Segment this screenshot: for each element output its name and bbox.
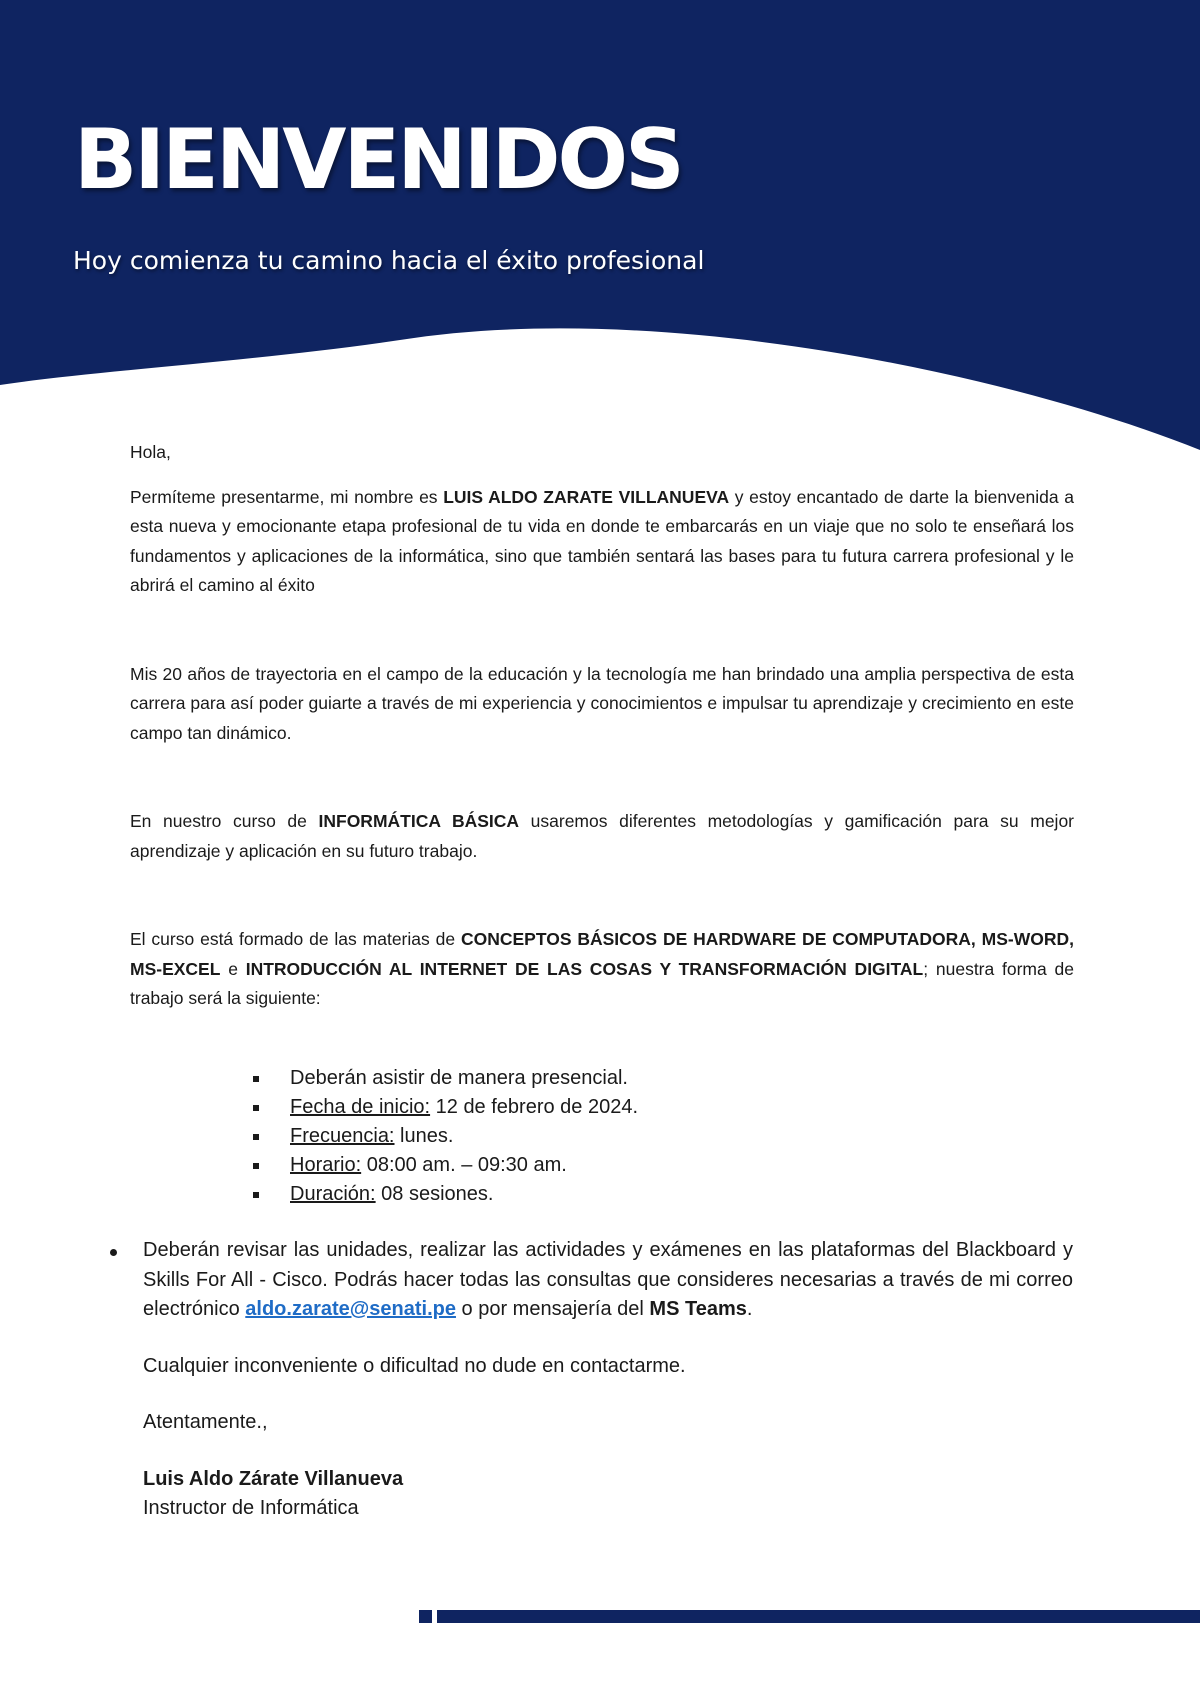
intro-paragraph <box>130 483 1074 601</box>
attendance-text: Deberán asistir de manera presencial. <box>290 1067 628 1089</box>
page-subtitle: Hoy comienza tu camino hacia el éxito profesional <box>73 246 705 275</box>
letter-closing-section <box>143 1236 1073 1524</box>
email-link[interactable]: aldo.zarate@senati.pe <box>245 1298 456 1320</box>
greeting: Hola, <box>130 442 171 462</box>
instructor-name: LUIS ALDO ZARATE VILLANUEVA <box>443 486 730 507</box>
list-item-schedule <box>253 1151 638 1180</box>
footer-square <box>419 1610 432 1623</box>
course-name: INFORMÁTICA BÁSICA <box>318 811 520 831</box>
signature-name: Luis Aldo Zárate Villanueva <box>143 1467 404 1490</box>
subjects-list-2: INTRODUCCIÓN AL INTERNET DE LAS COSAS Y TRANSFORMACIÓN DIGITAL <box>245 958 924 979</box>
start-date-label: Fecha de inicio: <box>290 1096 431 1118</box>
frequency-value: lunes. <box>394 1125 454 1147</box>
duration-label: Duración: <box>290 1183 376 1205</box>
closing-line: Atentamente., <box>143 1411 268 1433</box>
start-date-value: 12 de febrero de 2024. <box>430 1096 639 1118</box>
platforms-text-cont: o por mensajería del <box>455 1298 650 1320</box>
list-item-start-date <box>253 1093 638 1122</box>
subjects-list: CONCEPTOS BÁSICOS DE HARDWARE DE COMPUTADORA, MS-WORD, MS-EXCEL <box>130 929 1074 979</box>
platforms-text: Deberán revisar las unidades, realizar las actividades y exámenes en las plataformas del Blackboard y Skills For All - Cisco. Podrás hacer todas las consultas que consideres necesarias a través de mi correo electrónico <box>143 1239 1073 1320</box>
intro-text: Permíteme presentarme, mi nombre es <box>130 486 444 507</box>
signature-title: Instructor de Informática <box>143 1497 359 1519</box>
schedule-label: Horario: <box>290 1154 362 1176</box>
list-item-attendance <box>253 1064 638 1093</box>
frequency-label: Frecuencia: <box>290 1125 395 1147</box>
duration-value: 08 sesiones. <box>375 1183 494 1205</box>
platforms-bullet <box>143 1236 1073 1325</box>
contact-line: Cualquier inconveniente o dificultad no dude en contactarme. <box>143 1354 686 1377</box>
subjects-paragraph <box>130 925 1074 1014</box>
list-item-duration <box>253 1180 638 1209</box>
bullet-dot <box>110 1249 117 1256</box>
subjects-and: e <box>220 958 246 979</box>
course-text: En nuestro curso de <box>130 811 319 831</box>
page-title: BIENVENIDOS <box>74 111 682 208</box>
intro-text-cont: y estoy encantado de darte la bienvenida a esta nueva y emocionante etapa profesional de tu vida en donde te embarcarás en un viaje que no solo te enseñará los fundamentos y aplicaciones de la informática, sino que también sentará las bases para tu futura carrera profesional y le abrirá el camino al éxito <box>130 486 1075 595</box>
subjects-text: El curso está formado de las materias de <box>130 929 461 949</box>
experience-paragraph: Mis 20 años de trayectoria en el campo de la educación y la tecnología me han brindado una amplia perspectiva de esta carrera para así poder guiarte a través de mi experiencia y conocimientos e impulsar tu aprendizaje y crecimiento en este campo tan dinámico. <box>130 663 1074 743</box>
platforms-text-end: . <box>746 1298 753 1320</box>
list-item-frequency <box>253 1122 638 1151</box>
header-background <box>0 0 1200 470</box>
teams-name: MS Teams <box>649 1298 747 1320</box>
course-paragraph <box>130 807 1074 866</box>
course-details-list <box>253 1064 638 1209</box>
letter-body <box>130 438 1074 1014</box>
schedule-value: 08:00 am. – 09:30 am. <box>361 1154 567 1176</box>
footer-bar <box>437 1610 1200 1623</box>
course-text-cont: usaremos diferentes metodologías y gamificación para su mejor aprendizaje y aplicación en su futuro trabajo. <box>130 811 1075 861</box>
subjects-text-cont: ; nuestra forma de trabajo será la siguiente: <box>130 958 1074 1008</box>
